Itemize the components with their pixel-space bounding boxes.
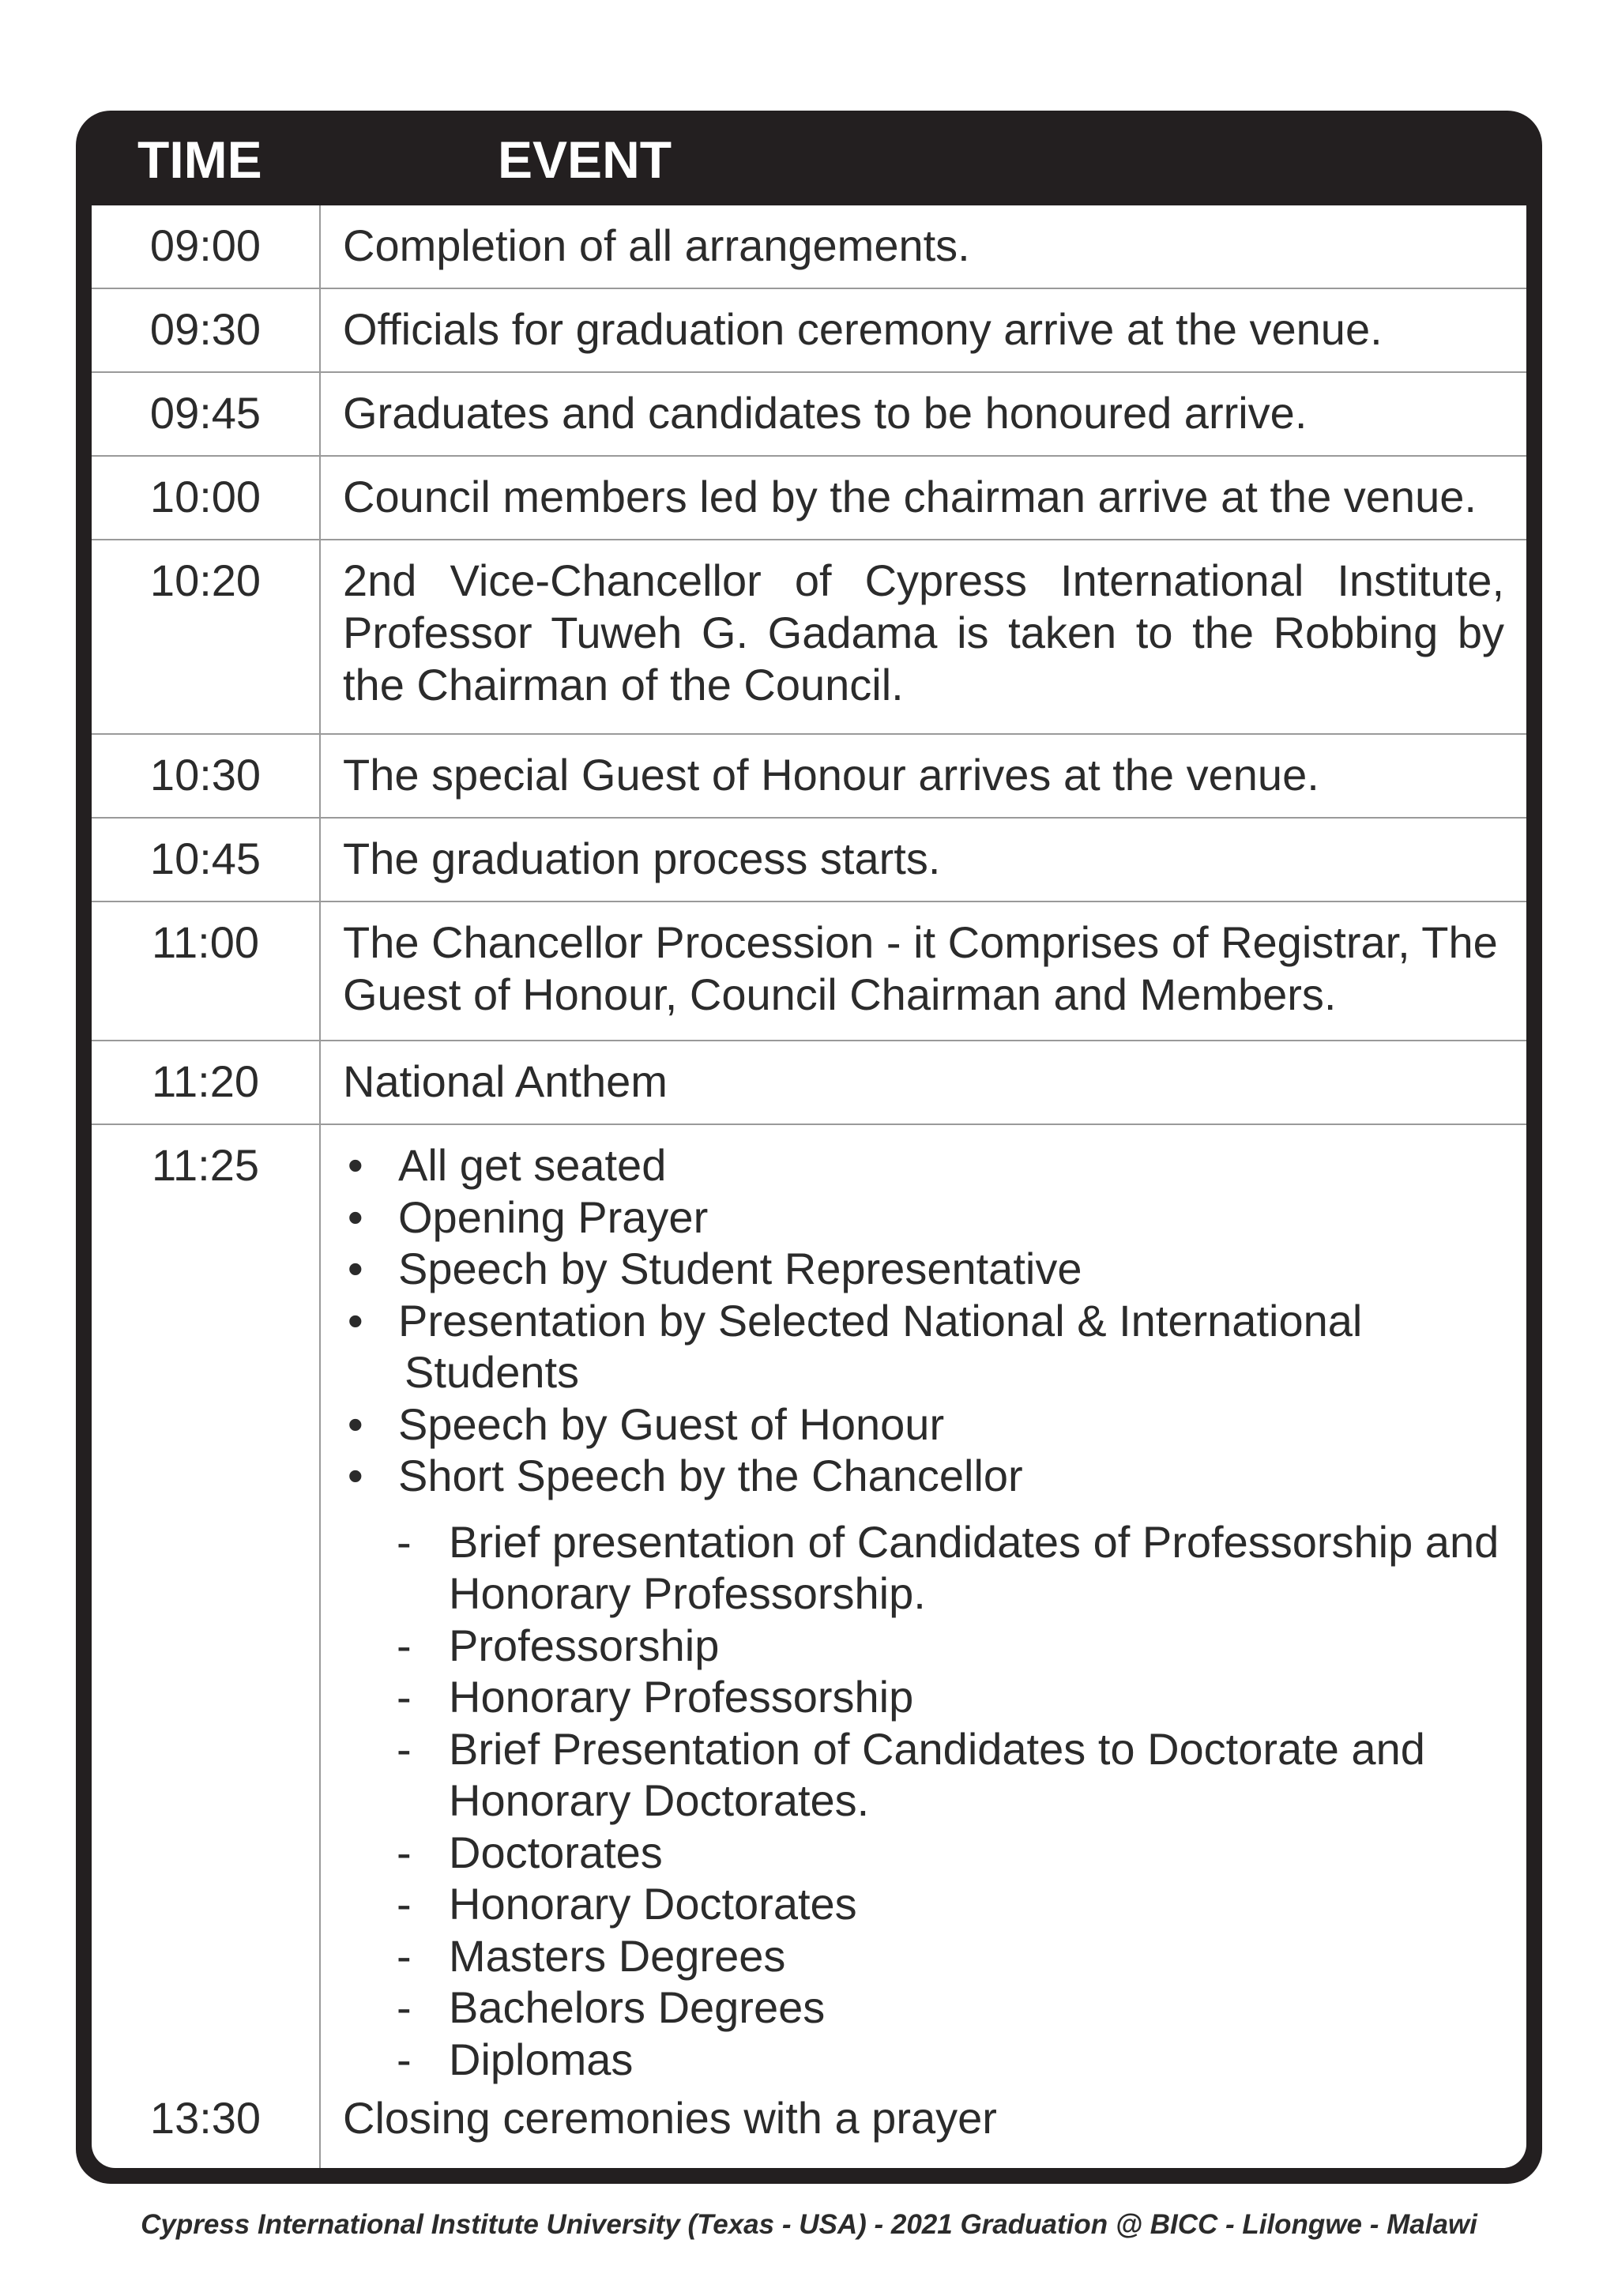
row-time: 10:45 xyxy=(149,834,262,883)
table-row xyxy=(92,819,1526,902)
row-time: 13:30 xyxy=(149,2093,262,2143)
list-item: • Presentation by Selected National & International xyxy=(348,1295,1363,1346)
table-row xyxy=(92,1041,1526,1125)
dash-icon: - xyxy=(397,1827,412,1877)
list-item: • Speech by Student Representative xyxy=(348,1244,1082,1293)
dash-icon: - xyxy=(397,2034,412,2084)
table-row xyxy=(92,735,1526,819)
row-event: Officials for graduation ceremony arrive at the venue. xyxy=(343,304,1383,354)
row-event: Closing ceremonies with a prayer xyxy=(343,2093,997,2143)
list-item: • Speech by Guest of Honour xyxy=(348,1398,945,1449)
table-row xyxy=(92,1125,1526,2087)
table-body xyxy=(92,205,1526,2168)
sub-list-item: - Professorship xyxy=(397,1620,720,1670)
bullet-icon: • xyxy=(348,1295,363,1346)
dash-icon: - xyxy=(397,1879,412,1929)
program-table xyxy=(76,111,1542,2184)
footer-caption: Cypress International Institute University (Texas - USA) - 2021 Graduation @ BICC - Lilongwe - Malawi xyxy=(141,2209,1477,2240)
sub-list-item: - Honorary Doctorates xyxy=(397,1879,857,1929)
dash-icon: - xyxy=(397,1672,412,1722)
list-item: • All get seated xyxy=(348,1140,667,1190)
list-item: • Short Speech by the Chancellor xyxy=(348,1451,1023,1500)
list-item: • Opening Prayer xyxy=(348,1191,709,1242)
table-row xyxy=(92,2087,1526,2168)
sub-list-item: - Doctorates xyxy=(397,1827,663,1877)
row-time: 09:45 xyxy=(149,388,262,438)
event-column-header: EVENT xyxy=(498,130,672,189)
row-time: 09:00 xyxy=(149,220,262,270)
table-row xyxy=(92,205,1526,289)
bullet-icon: • xyxy=(348,1191,363,1242)
row-event: Completion of all arrangements. xyxy=(343,220,970,270)
sub-list-item: - Masters Degrees xyxy=(397,1930,786,1981)
row-time: 10:20 xyxy=(149,555,262,605)
time-column-header: TIME xyxy=(137,130,262,189)
row-event: National Anthem xyxy=(343,1056,668,1106)
dash-icon: - xyxy=(397,1930,412,1981)
row-event: Graduates and candidates to be honoured arrive. xyxy=(343,388,1308,438)
row-time: 11:25 xyxy=(152,1140,259,1190)
row-event: The Chancellor Procession - it Comprises of Registrar, The Guest of Honour, Council Chairman and Members. xyxy=(343,917,1498,1019)
table-row xyxy=(92,540,1526,735)
row-event: The graduation process starts. xyxy=(343,834,941,883)
sub-list-item: - Diplomas xyxy=(397,2034,634,2084)
row-time: 11:20 xyxy=(152,1056,259,1106)
dash-icon: - xyxy=(397,1982,412,2032)
sub-list-item: - Bachelors Degrees xyxy=(397,1982,826,2032)
ceremony-list xyxy=(343,1139,1504,2085)
list-item-continuation: Students xyxy=(404,1347,580,1397)
row-time: 09:30 xyxy=(149,304,262,354)
sub-list-item: - Brief presentation of Candidates of Professorship and Honorary Professorship. xyxy=(397,1516,1499,1618)
table-row xyxy=(92,457,1526,540)
row-event: 2nd Vice-Chancellor of Cypress International Institute, Professor Tuweh G. Gadama is taken to the Robbing by the Chairman of the Council. xyxy=(343,555,1504,710)
dash-icon: - xyxy=(397,1723,412,1774)
row-event: Council members led by the chairman arrive at the venue. xyxy=(343,472,1477,521)
bullet-icon: • xyxy=(348,1398,363,1449)
dash-icon: - xyxy=(397,1516,412,1567)
row-time: 11:00 xyxy=(152,917,259,967)
table-row xyxy=(92,902,1526,1041)
row-time: 10:30 xyxy=(149,750,262,800)
bullet-icon: • xyxy=(348,1244,363,1293)
dash-icon: - xyxy=(397,1620,412,1670)
sub-list-item: - Honorary Professorship xyxy=(397,1672,914,1722)
table-row xyxy=(92,289,1526,373)
table-row xyxy=(92,373,1526,457)
row-time: 10:00 xyxy=(149,472,262,521)
bullet-icon: • xyxy=(348,1451,363,1500)
sub-list-item: - Brief Presentation of Candidates to Doctorate and Honorary Doctorates. xyxy=(397,1723,1425,1825)
bullet-icon: • xyxy=(348,1140,363,1190)
row-event: The special Guest of Honour arrives at the venue. xyxy=(343,750,1319,800)
